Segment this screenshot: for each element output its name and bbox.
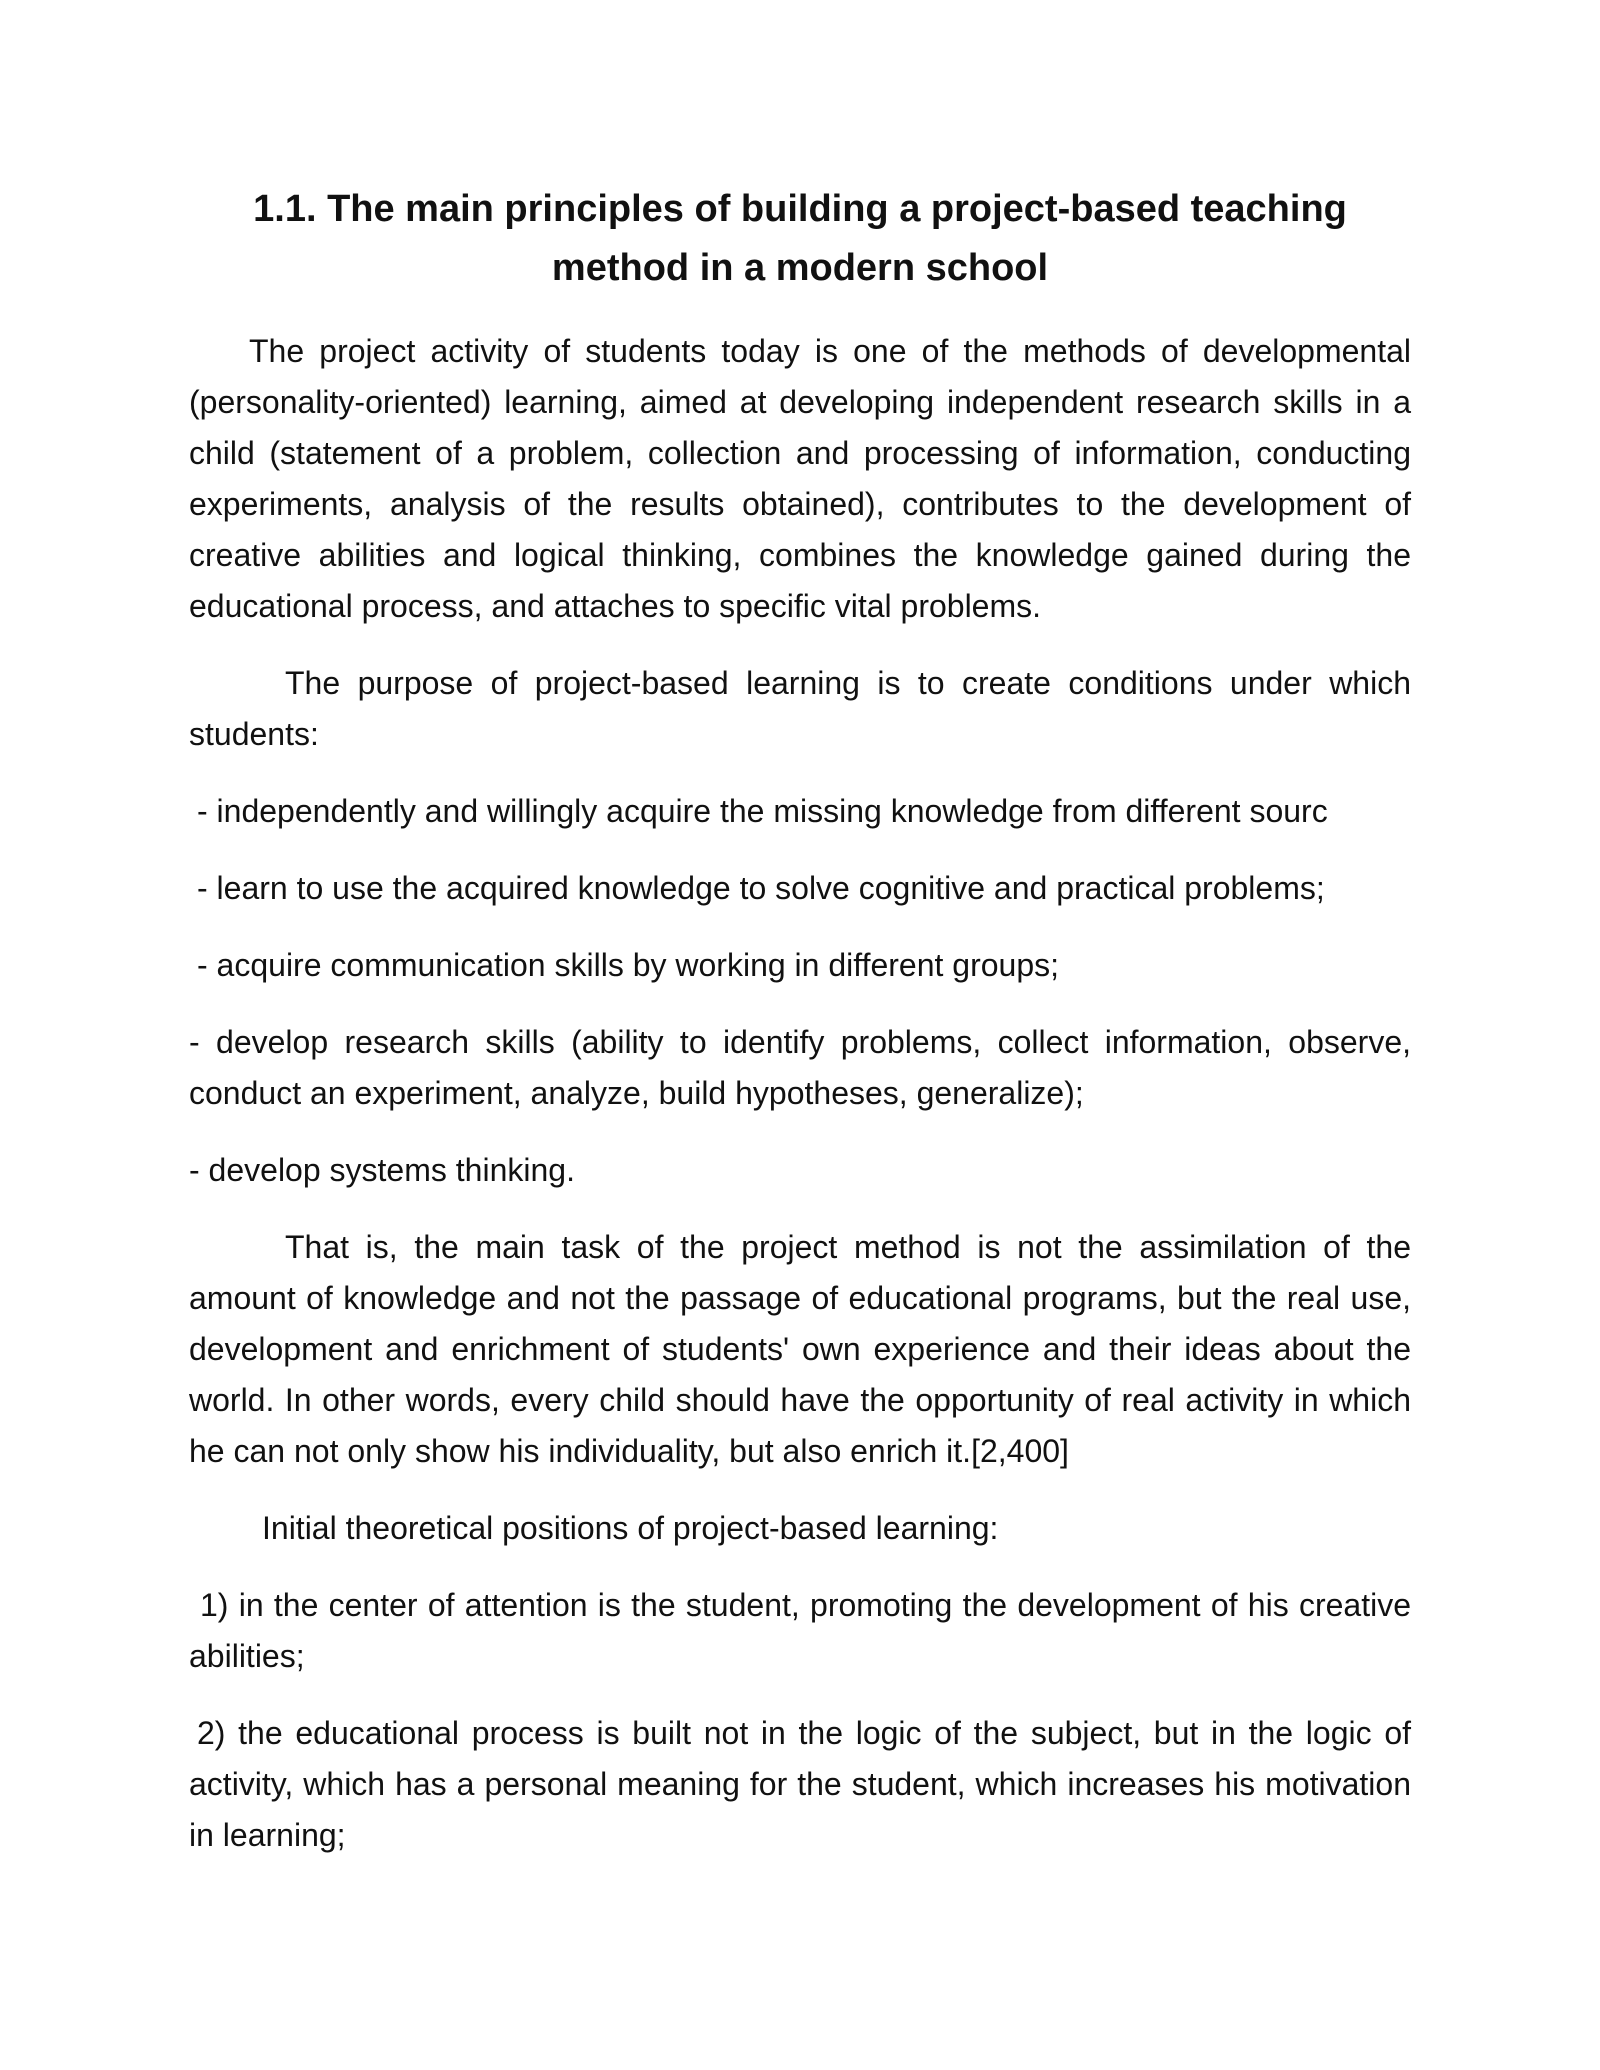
page-title: 1.1. The main principles of building a project-based teaching method in a modern school [253, 188, 1347, 289]
list-item-research-skills: - develop research skills (ability to identify problems, collect information, observe, conduct an experiment, analyze, build hypotheses, generalize); [189, 1024, 1411, 1111]
list-item-apply-knowledge: - learn to use the acquired knowledge to solve cognitive and practical problems; [197, 870, 1325, 906]
list-item-knowledge: - independently and willingly acquire the missing knowledge from different sourc [197, 793, 1328, 829]
paragraph-theoretical-positions: Initial theoretical positions of project-based learning: [262, 1510, 999, 1546]
paragraph-intro: The project activity of students today is one of the methods of developmental (personality-oriented) learning, aimed at developing independent research skills in a child (statement of a problem, collection and processing of information, conducting experiments, analysis of the results obtained), contributes to the development of creative abilities and logical thinking, combines the knowledge gained during the educational process, and attaches to specific vital problems. [189, 333, 1411, 624]
document-body [189, 180, 1411, 1887]
paragraph-main-task: That is, the main task of the project method is not the assimilation of the amount of knowledge and not the passage of educational programs, but the real use, development and enrichment of students' own experience and their ideas about the world. In other words, every child should have the opportunity of real activity in which he can not only show his individuality, but also enrich it.[2,400] [189, 1229, 1411, 1469]
numbered-item-1: 1) in the center of attention is the student, promoting the development of his creative abilities; [189, 1587, 1411, 1674]
paragraph-purpose: The purpose of project-based learning is to create conditions under which students: [189, 665, 1411, 752]
list-item-systems-thinking: - develop systems thinking. [189, 1152, 575, 1188]
list-item-communication: - acquire communication skills by working in different groups; [197, 947, 1060, 983]
numbered-item-2: 2) the educational process is built not in the logic of the subject, but in the logic of activity, which has a personal meaning for the student, which increases his motivation in learning; [189, 1715, 1411, 1853]
